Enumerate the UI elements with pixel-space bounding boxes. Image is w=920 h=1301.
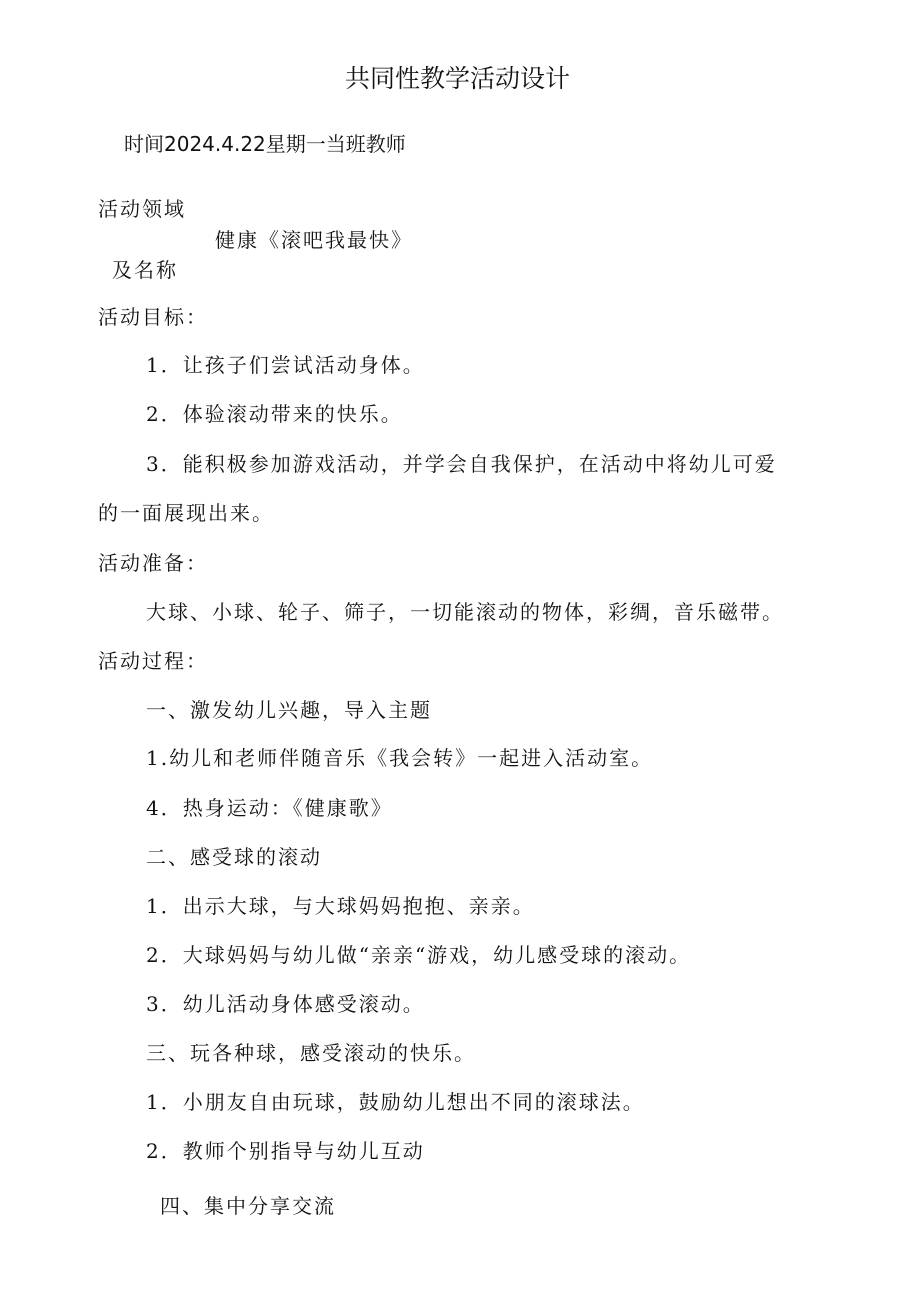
process-item: 2．大球妈妈与幼儿做“亲亲“游戏，幼儿感受球的滚动。 bbox=[146, 943, 692, 967]
process-item: 3．幼儿活动身体感受滚动。 bbox=[146, 992, 425, 1016]
goal-item: 1．让孩子们尝试活动身体。 bbox=[146, 353, 425, 377]
domain-value: 健康《滚吧我最快》 bbox=[215, 228, 413, 252]
process-item: 四、集中分享交流 bbox=[160, 1194, 336, 1218]
process-item: 1．出示大球，与大球妈妈抱抱、亲亲。 bbox=[146, 894, 535, 918]
goal-item: 3．能积极参加游戏活动，并学会自我保护，在活动中将幼儿可爱 bbox=[146, 452, 777, 476]
process-item: 1．小朋友自由玩球，鼓励幼儿想出不同的滚球法。 bbox=[146, 1090, 645, 1114]
process-item: 4．热身运动：《健康歌》 bbox=[146, 796, 393, 820]
process-heading: 活动过程： bbox=[98, 649, 208, 673]
document-title: 共同性教学活动设计 bbox=[345, 64, 571, 93]
process-item: 三、玩各种球，感受滚动的快乐。 bbox=[146, 1041, 476, 1065]
domain-label-2: 及名称 bbox=[112, 258, 178, 282]
domain-label-1: 活动领域 bbox=[98, 197, 186, 221]
goal-item-continuation: 的一面展现出来。 bbox=[98, 501, 274, 525]
process-item: 1.幼儿和老师伴随音乐《我会转》一起进入活动室。 bbox=[146, 746, 654, 770]
process-item: 一、激发幼儿兴趣，导入主题 bbox=[146, 698, 432, 722]
goal-item: 2．体验滚动带来的快乐。 bbox=[146, 402, 403, 426]
time-line: 时间2024.4.22星期一当班教师 bbox=[124, 132, 406, 156]
prep-text: 大球、小球、轮子、筛子，一切能滚动的物体，彩绸，音乐磁带。 bbox=[146, 600, 784, 624]
prep-heading: 活动准备： bbox=[98, 551, 208, 575]
process-item: 二、感受球的滚动 bbox=[146, 845, 322, 869]
goals-heading: 活动目标： bbox=[98, 305, 208, 329]
process-item: 2．教师个别指导与幼儿互动 bbox=[146, 1139, 425, 1163]
